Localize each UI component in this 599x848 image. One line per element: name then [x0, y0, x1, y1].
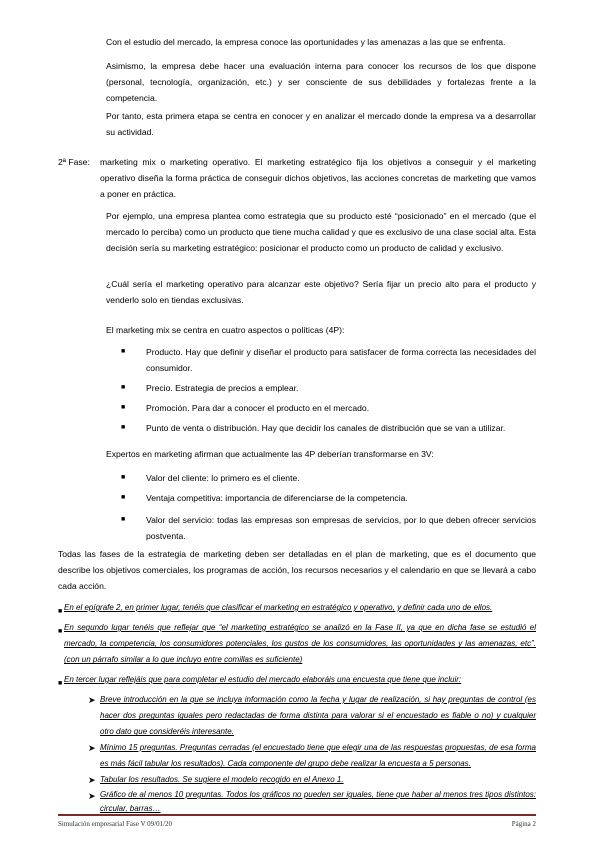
bullet-square-icon: ■	[121, 348, 126, 355]
list-item: Producto. Hay que definir y diseñar el producto para satisfacer de forma correcta las necesidades del consumidor.	[146, 347, 536, 374]
sub-instruction-item: Tabular los resultados. Se sugiere el modelo recogido en el Anexo 1.	[100, 775, 344, 784]
paragraph-internal-evaluation: Asimismo, la empresa debe hacer una evaluación interna para conocer los recursos de los que dispone (personal, tecnología, organización, etc.) y ser consciente de sus debilidades y fortalezas frente a la competencia.	[106, 61, 536, 104]
footer-rule	[58, 814, 536, 816]
list-item: Ventaja competitiva: importancia de diferenciarse de la competencia.	[146, 493, 408, 503]
sub-instruction-item: Breve introducción en la que se incluya información como la fecha y lugar de realización, si hay preguntas de control (es hacer dos preguntas iguales pero redactadas de forma distinta para valorar si el encuestado es fiable o no) y cualquier otro dato que consideréis interesante.	[100, 695, 536, 737]
phase2-label: 2ª Fase:	[58, 157, 90, 167]
instruction-item: En el epígrafe 2, en primer lugar, tenéis que clasificar el marketing en estratégico y operativo, y definir cada uno de ellos.	[64, 603, 493, 612]
bullet-square-icon: ■	[121, 494, 126, 501]
bullet-square-icon: ■	[121, 424, 126, 431]
instruction-item: En segundo lugar tenéis que reflejar que “el marketing estratégico se analizó en la Fase II, ya que en dicha fase se estudió el mercado, la competencia, los consumidores potenciales, los gustos de los consumidores, las oportunidades y las amenazas, etc”. (con un párrafo similar a lo que incluyo entre comillas es suficiente)	[64, 623, 536, 665]
bullet-square-icon: ■	[121, 516, 126, 523]
bullet-square-icon: ■	[58, 608, 63, 615]
list-item: Punto de venta o distribución. Hay que decidir los canales de distribución que se van a utilizar.	[146, 423, 506, 433]
sub-instruction-item: Gráfico de al menos 10 preguntas. Todos los gráficos no pueden ser iguales, tiene que haber al menos tres tipos distintos: circular, barras…	[100, 790, 536, 813]
arrow-bullet-icon: ➤	[88, 695, 96, 705]
list-item: Precio. Estrategia de precios a emplear.	[146, 383, 299, 393]
footer-page-number: Página 2	[511, 820, 536, 828]
bullet-square-icon: ■	[58, 680, 63, 687]
paragraph-market-study: Con el estudio del mercado, la empresa conoce las oportunidades y las amenazas a las que se enfrenta.	[106, 37, 506, 47]
paragraph-marketing-plan: Todas las fases de la estrategia de marketing deben ser detalladas en el plan de marketing, que es el documento que describe los objetivos comerciales, los programas de acción, los recursos necesarios y el calendario en que se llevará a cabo cada acción.	[58, 549, 536, 592]
bullet-square-icon: ■	[121, 384, 126, 391]
arrow-bullet-icon: ➤	[88, 775, 96, 785]
arrow-bullet-icon: ➤	[88, 743, 96, 753]
paragraph-operative-question: ¿Cuál sería el marketing operativo para alcanzar este objetivo? Sería fijar un precio alto para el producto y venderlo solo en tiendas exclusivas.	[106, 279, 536, 306]
list-item: Valor del servicio: todas las empresas son empresas de servicios, por lo que deben ofrecer servicios postventa.	[146, 515, 536, 542]
instruction-item: En tercer lugar reflejáis que para completar el estudio del mercado elaboráis una encuesta que tiene que incluir:	[64, 675, 462, 684]
phase2-text: marketing mix o marketing operativo. El marketing estratégico fija los objetivos a conseguir y el marketing operativo diseña la forma práctica de conseguir dichos objetivos, las acciones concretas de marketing que vamos a poner en práctica.	[100, 157, 536, 200]
phase2-block	[58, 154, 536, 203]
footer-left: Simulación empresarial Fase V 09/01/20	[58, 820, 173, 828]
arrow-bullet-icon: ➤	[88, 791, 96, 801]
list-item: Promoción. Para dar a conocer el producto en el mercado.	[146, 403, 370, 413]
bullet-square-icon: ■	[121, 474, 126, 481]
paragraph-3v-intro: Expertos en marketing afirman que actualmente las 4P deberían transformarse en 3V:	[106, 449, 434, 459]
sub-instruction-item: Mínimo 15 preguntas. Preguntas cerradas (el encuestado tiene que elegir una de las respuestas propuestas, de esa forma es más fácil tabular los resultados). Cada componente del grupo debe realizar la encuesta a 5 personas.	[100, 743, 536, 769]
paragraph-example: Por ejemplo, una empresa plantea como estrategia que su producto esté “posicionado” en el mercado (que el mercado lo perciba) como un producto que tiene mucha calidad y que es exclusivo de una clase social alta. Esta decisión sería su marketing estratégico: posicionar el producto como un producto de calidad y exclusivo.	[106, 211, 536, 254]
bullet-square-icon: ■	[121, 404, 126, 411]
paragraph-4p-intro: El marketing mix se centra en cuatro aspectos o políticas (4P):	[106, 325, 345, 335]
paragraph-first-stage: Por tanto, esta primera etapa se centra en conocer y en analizar el mercado donde la empresa va a desarrollar su actividad.	[106, 111, 536, 138]
bullet-square-icon: ■	[58, 628, 63, 635]
list-item: Valor del cliente: lo primero es el cliente.	[146, 473, 300, 483]
